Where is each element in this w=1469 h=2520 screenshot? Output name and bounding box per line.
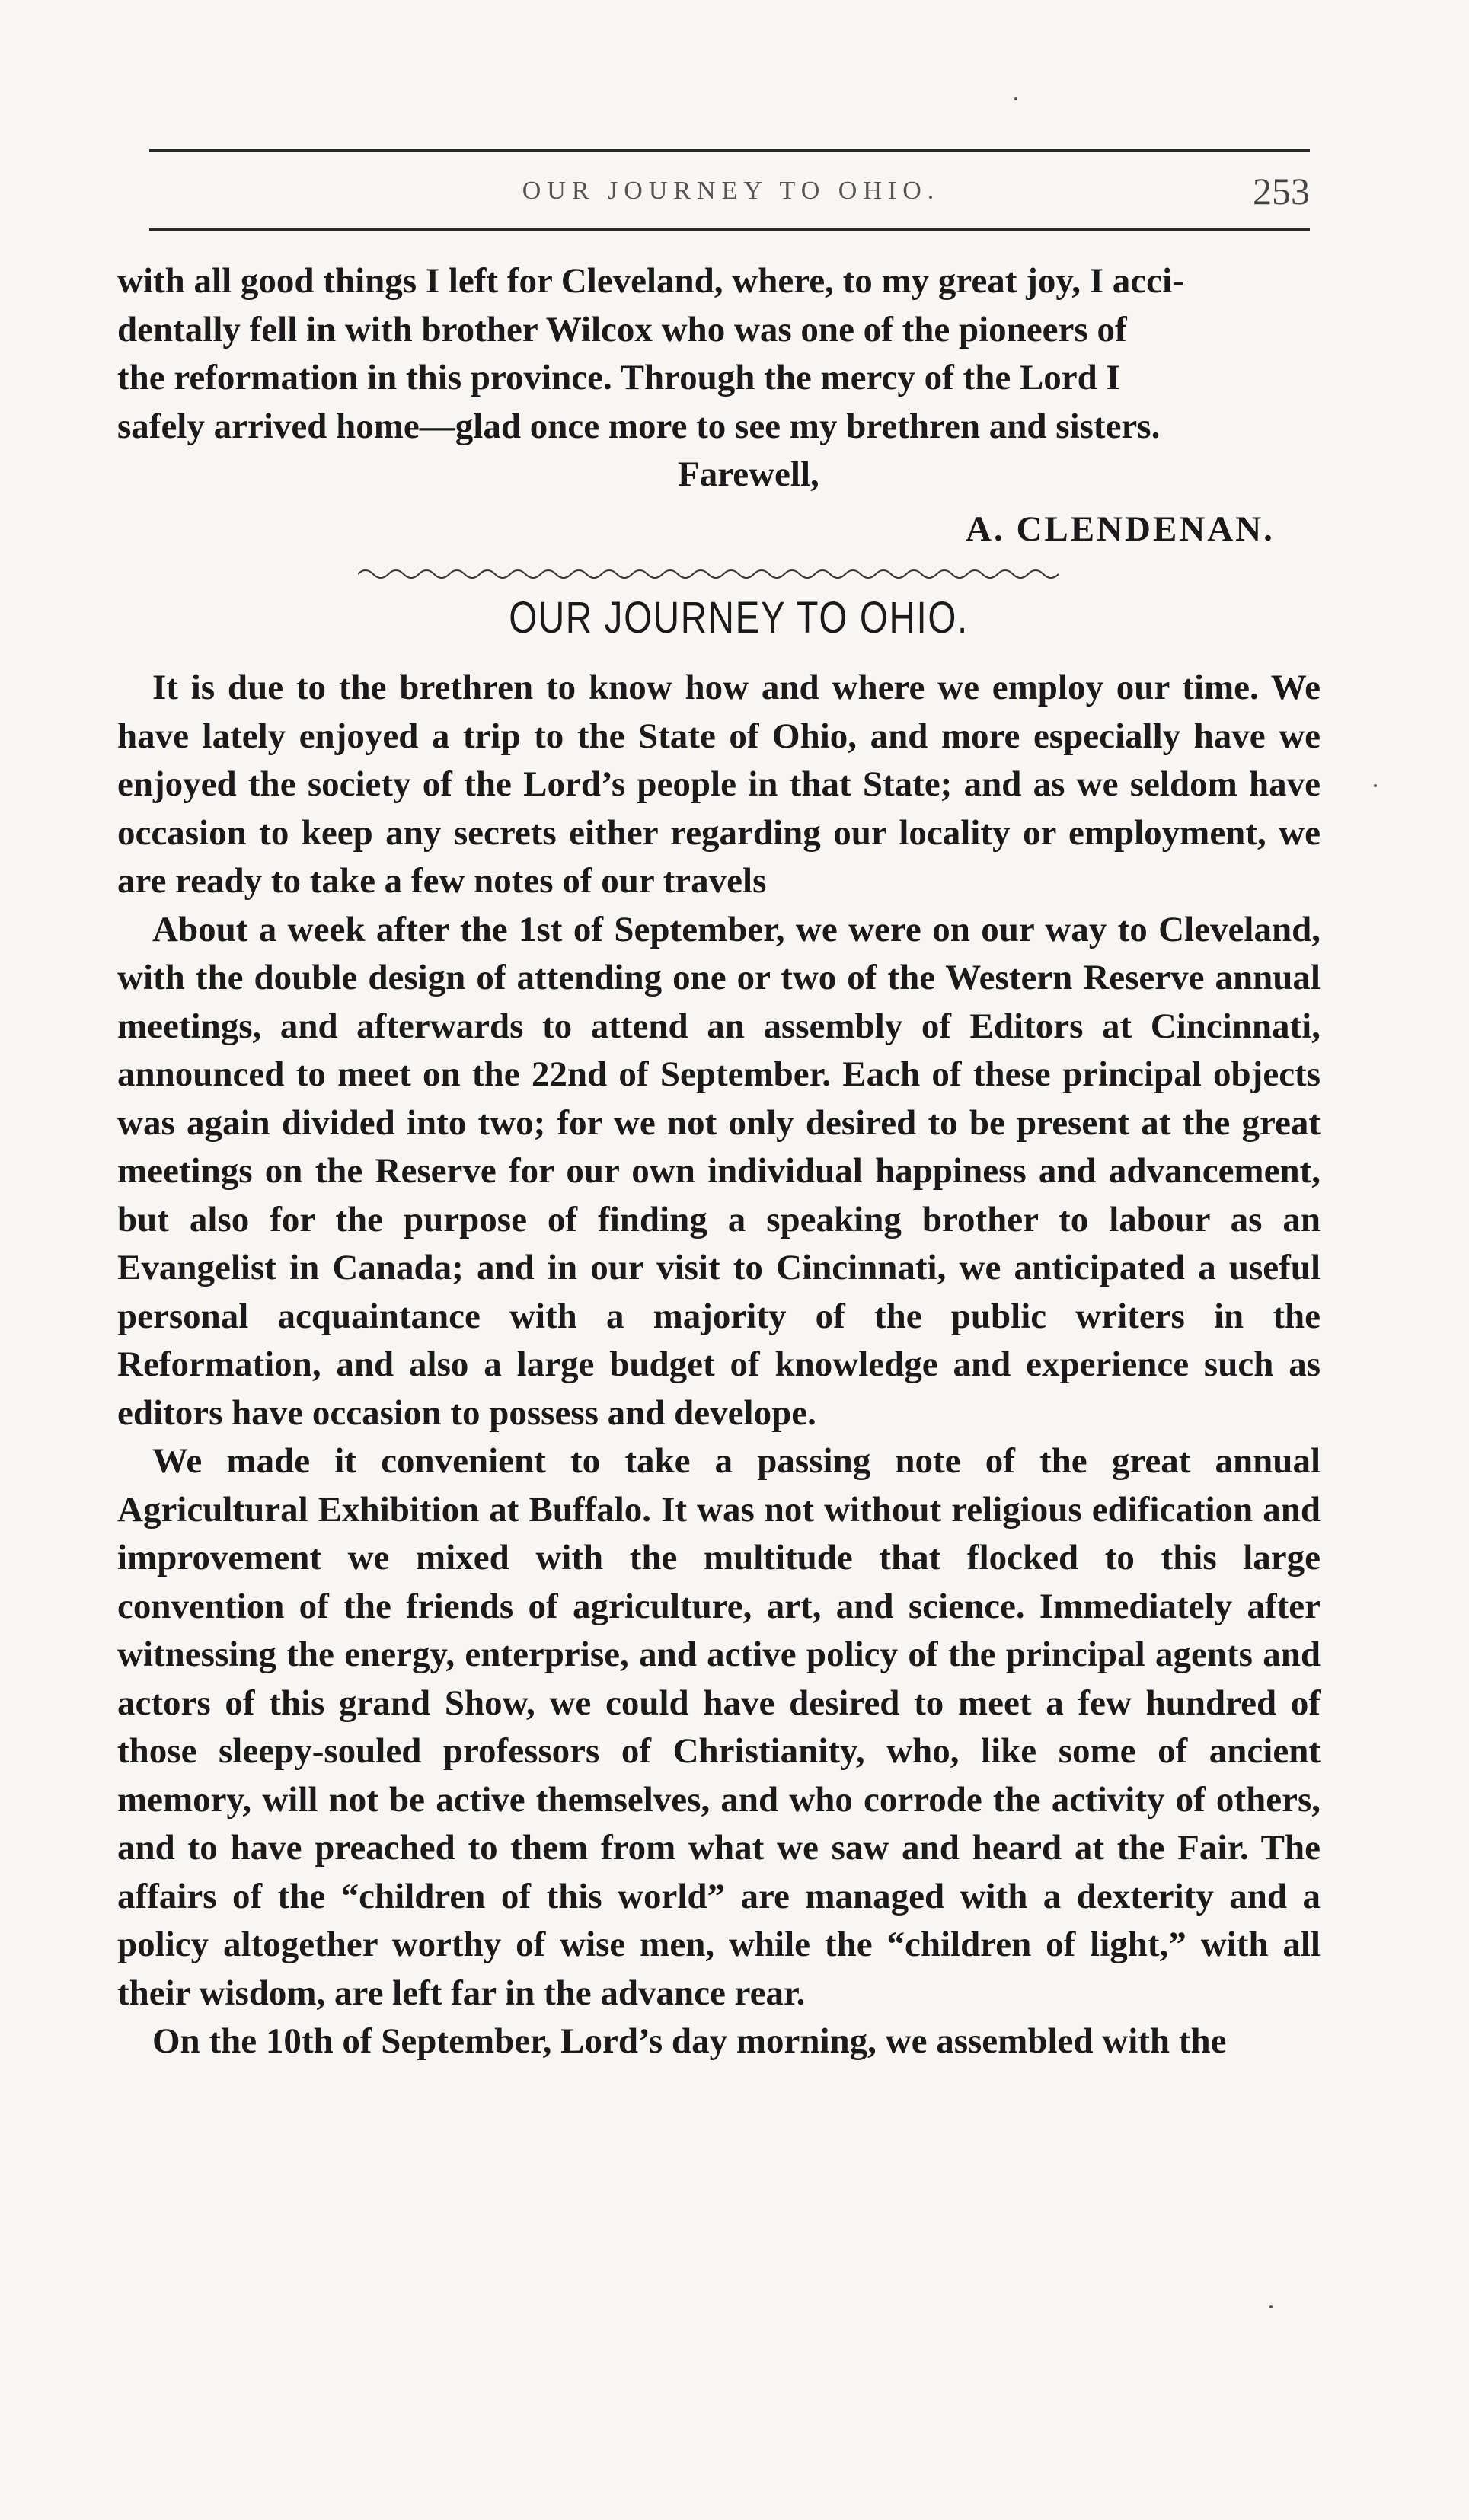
letter-signature: A. CLENDENAN. — [966, 509, 1275, 549]
top-rule — [149, 149, 1310, 152]
article-title: OUR JOURNEY TO OHIO. — [509, 593, 969, 643]
text-line: dentally fell in with brother Wilcox who was one of the pioneers of — [117, 309, 1127, 349]
paragraph: About a week after the 1st of September, we were on our way to Cleveland, with the double design of attending one or two of the Western Reserve annual meetings, and afterwards to attend an assembly of Editors at Cincinnati, announced to meet on the 22nd of September. Each of these principal objects was again divided into two; for we not only desired to be present at the great meetings on the Reserve for our own individual happiness and advancement, but also for the purpose of finding a speaking brother to labour as an Evangelist in Canada; and in our visit to Cincinnati, we anticipated a useful personal acquaintance with a majority of the public writers in the Reformation, and also a large budget of knowledge and experience such as editors have occasion to possess and develope. — [117, 909, 1321, 1433]
letter-closing: Farewell, — [678, 455, 819, 494]
paragraph: We made it convenient to take a passing note of the great annual Agricultural Exhibition at Buffalo. It was not without religious edification and improvement we mixed with the multitude that flocked to this large convention of the friends of agriculture, art, and science. Immediately after witnessing the energy, enterprise, and active policy of the principal agents and actors of this grand Show, we could have desired to meet a few hundred of those sleepy-souled professors of Christianity, who, like some of ancient memory, will not be active themselves, and who corrode the activity of others, and to have preached to them from what we saw and heard at the Fair. The affairs of the “children of this world” are managed with a dexterity and a policy altogether worthy of wise men, while the “children of light,” with all their wisdom, are left far in the advance rear. — [117, 1441, 1321, 2013]
print-speck — [1014, 97, 1017, 100]
text-line: the reformation in this province. Through the mercy of the Lord I — [117, 358, 1120, 397]
paragraph: It is due to the brethren to know how and where we employ our time. We have lately enjoyed a trip to the State of Ohio, and more especially have we enjoyed the society of the Lord’s people in that State; and as we seldom have occasion to keep any secrets either regarding our locality or employment, we are ready to take a few notes of our travels — [117, 668, 1321, 901]
wavy-separator — [358, 565, 1059, 583]
paragraph: On the 10th of September, Lord’s day morning, we assembled with the — [152, 2021, 1227, 2061]
article-body — [117, 664, 1321, 2066]
running-head: OUR JOURNEY TO OHIO. — [522, 177, 940, 205]
letter-conclusion — [117, 257, 1321, 451]
header-rule — [149, 228, 1310, 231]
page-number: 253 — [1253, 170, 1310, 212]
text-line: with all good things I left for Cleveland, where, to my great joy, I acci- — [117, 261, 1184, 301]
text-line: safely arrived home—glad once more to see my brethren and sisters. — [117, 406, 1161, 446]
print-speck — [1269, 2305, 1273, 2308]
print-speck — [1374, 784, 1377, 787]
